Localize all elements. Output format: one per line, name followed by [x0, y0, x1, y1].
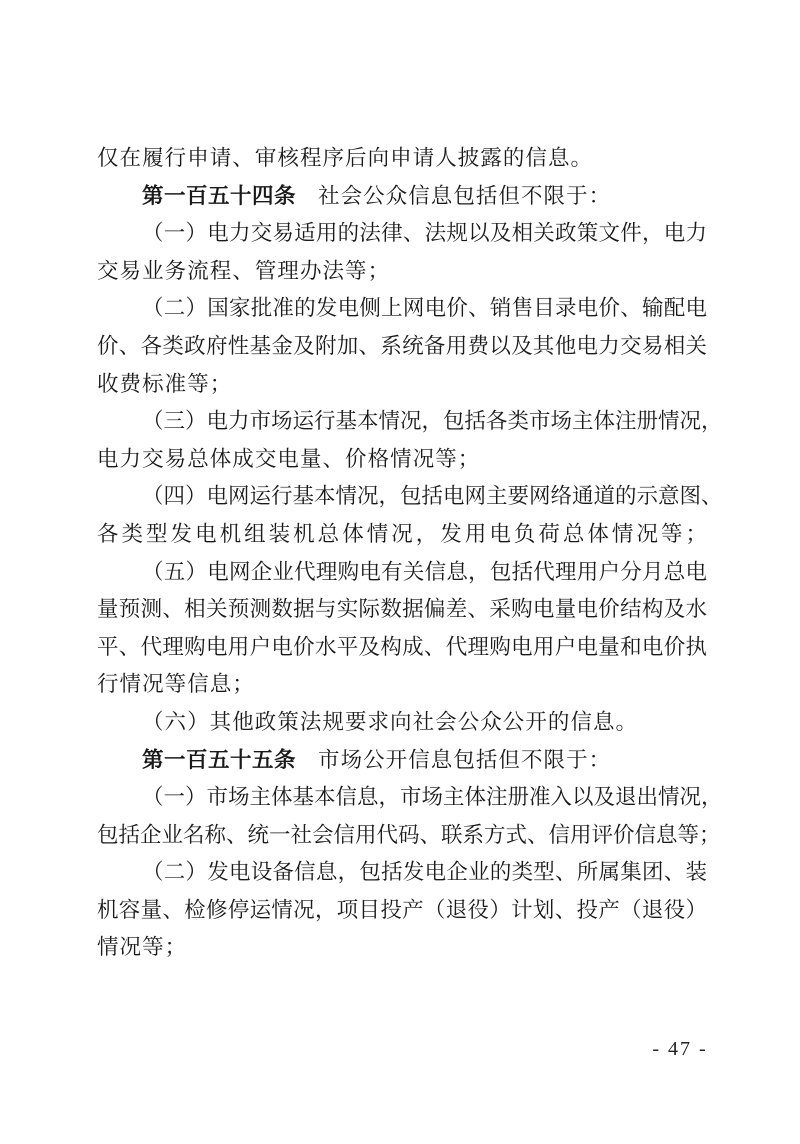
article-154-heading: [97, 178, 707, 216]
article-154-item-4-line-1: （四）电网运行基本情况，包括电网主要网络通道的示意图、: [142, 484, 723, 510]
article-155-intro: 市场公开信息包括但不限于：: [318, 747, 612, 773]
article-155-item-2-line-2: 机容量、检修停运情况，项目投产（退役）计划、投产（退役）: [97, 897, 707, 923]
article-154-number: 第一百五十四条: [142, 183, 297, 209]
text-line-1: 仅在履行申请、审核程序后向申请人披露的信息。: [97, 146, 594, 171]
article-154-item-2-line-1: （二）国家批准的发电侧上网电价、销售目录电价、输配电: [142, 296, 707, 322]
article-154-item-4-line-2: 各类型发电机组装机总体情况，发用电负荷总体情况等；: [97, 521, 707, 547]
article-155-heading: [97, 742, 707, 780]
article-154-item-5-line-2: 量预测、相关预测数据与实际数据偏差、采购电量电价结构及水: [97, 597, 707, 623]
article-155-item-2-line-1: （二）发电设备信息，包括发电企业的类型、所属集团、装: [142, 860, 707, 886]
article-155-item-2-line-3: 情况等；: [97, 935, 188, 961]
article-154-item-2-line-3: 收费标准等；: [97, 371, 233, 397]
article-154-item-5-line-3: 平、代理购电用户电价水平及构成、代理购电用户电量和电价执: [97, 634, 707, 660]
article-154-item-5-line-1: （五）电网企业代理购电有关信息，包括代理用户分月总电: [142, 559, 707, 585]
article-154-item-2-line-2: 价、各类政府性基金及附加、系统备用费以及其他电力交易相关: [97, 333, 707, 359]
article-155-item-1-line-2: 包括企业名称、统一社会信用代码、联系方式、信用评价信息等；: [97, 822, 721, 848]
article-154-item-1-line-1: （一）电力交易适用的法律、法规以及相关政策文件，电力: [142, 221, 707, 247]
page-number: - 47 -: [652, 1038, 708, 1060]
article-154-intro: 社会公众信息包括但不限于：: [318, 183, 612, 209]
article-154-item-1-line-2: 交易业务流程、管理办法等；: [97, 258, 391, 284]
article-155-item-1-line-1: （一）市场主体基本信息，市场主体注册准入以及退出情况，: [142, 785, 723, 811]
article-154-item-5-line-4: 行情况等信息；: [97, 672, 255, 698]
article-154-item-6-line-1: （六）其他政策法规要求向社会公众公开的信息。: [142, 709, 639, 735]
article-154-item-3-line-1: （三）电力市场运行基本情况，包括各类市场主体注册情况，: [142, 409, 723, 435]
article-154-item-3-line-2: 电力交易总体成交电量、价格情况等；: [97, 446, 481, 472]
article-155-number: 第一百五十五条: [142, 747, 297, 773]
document-page: [97, 140, 723, 967]
